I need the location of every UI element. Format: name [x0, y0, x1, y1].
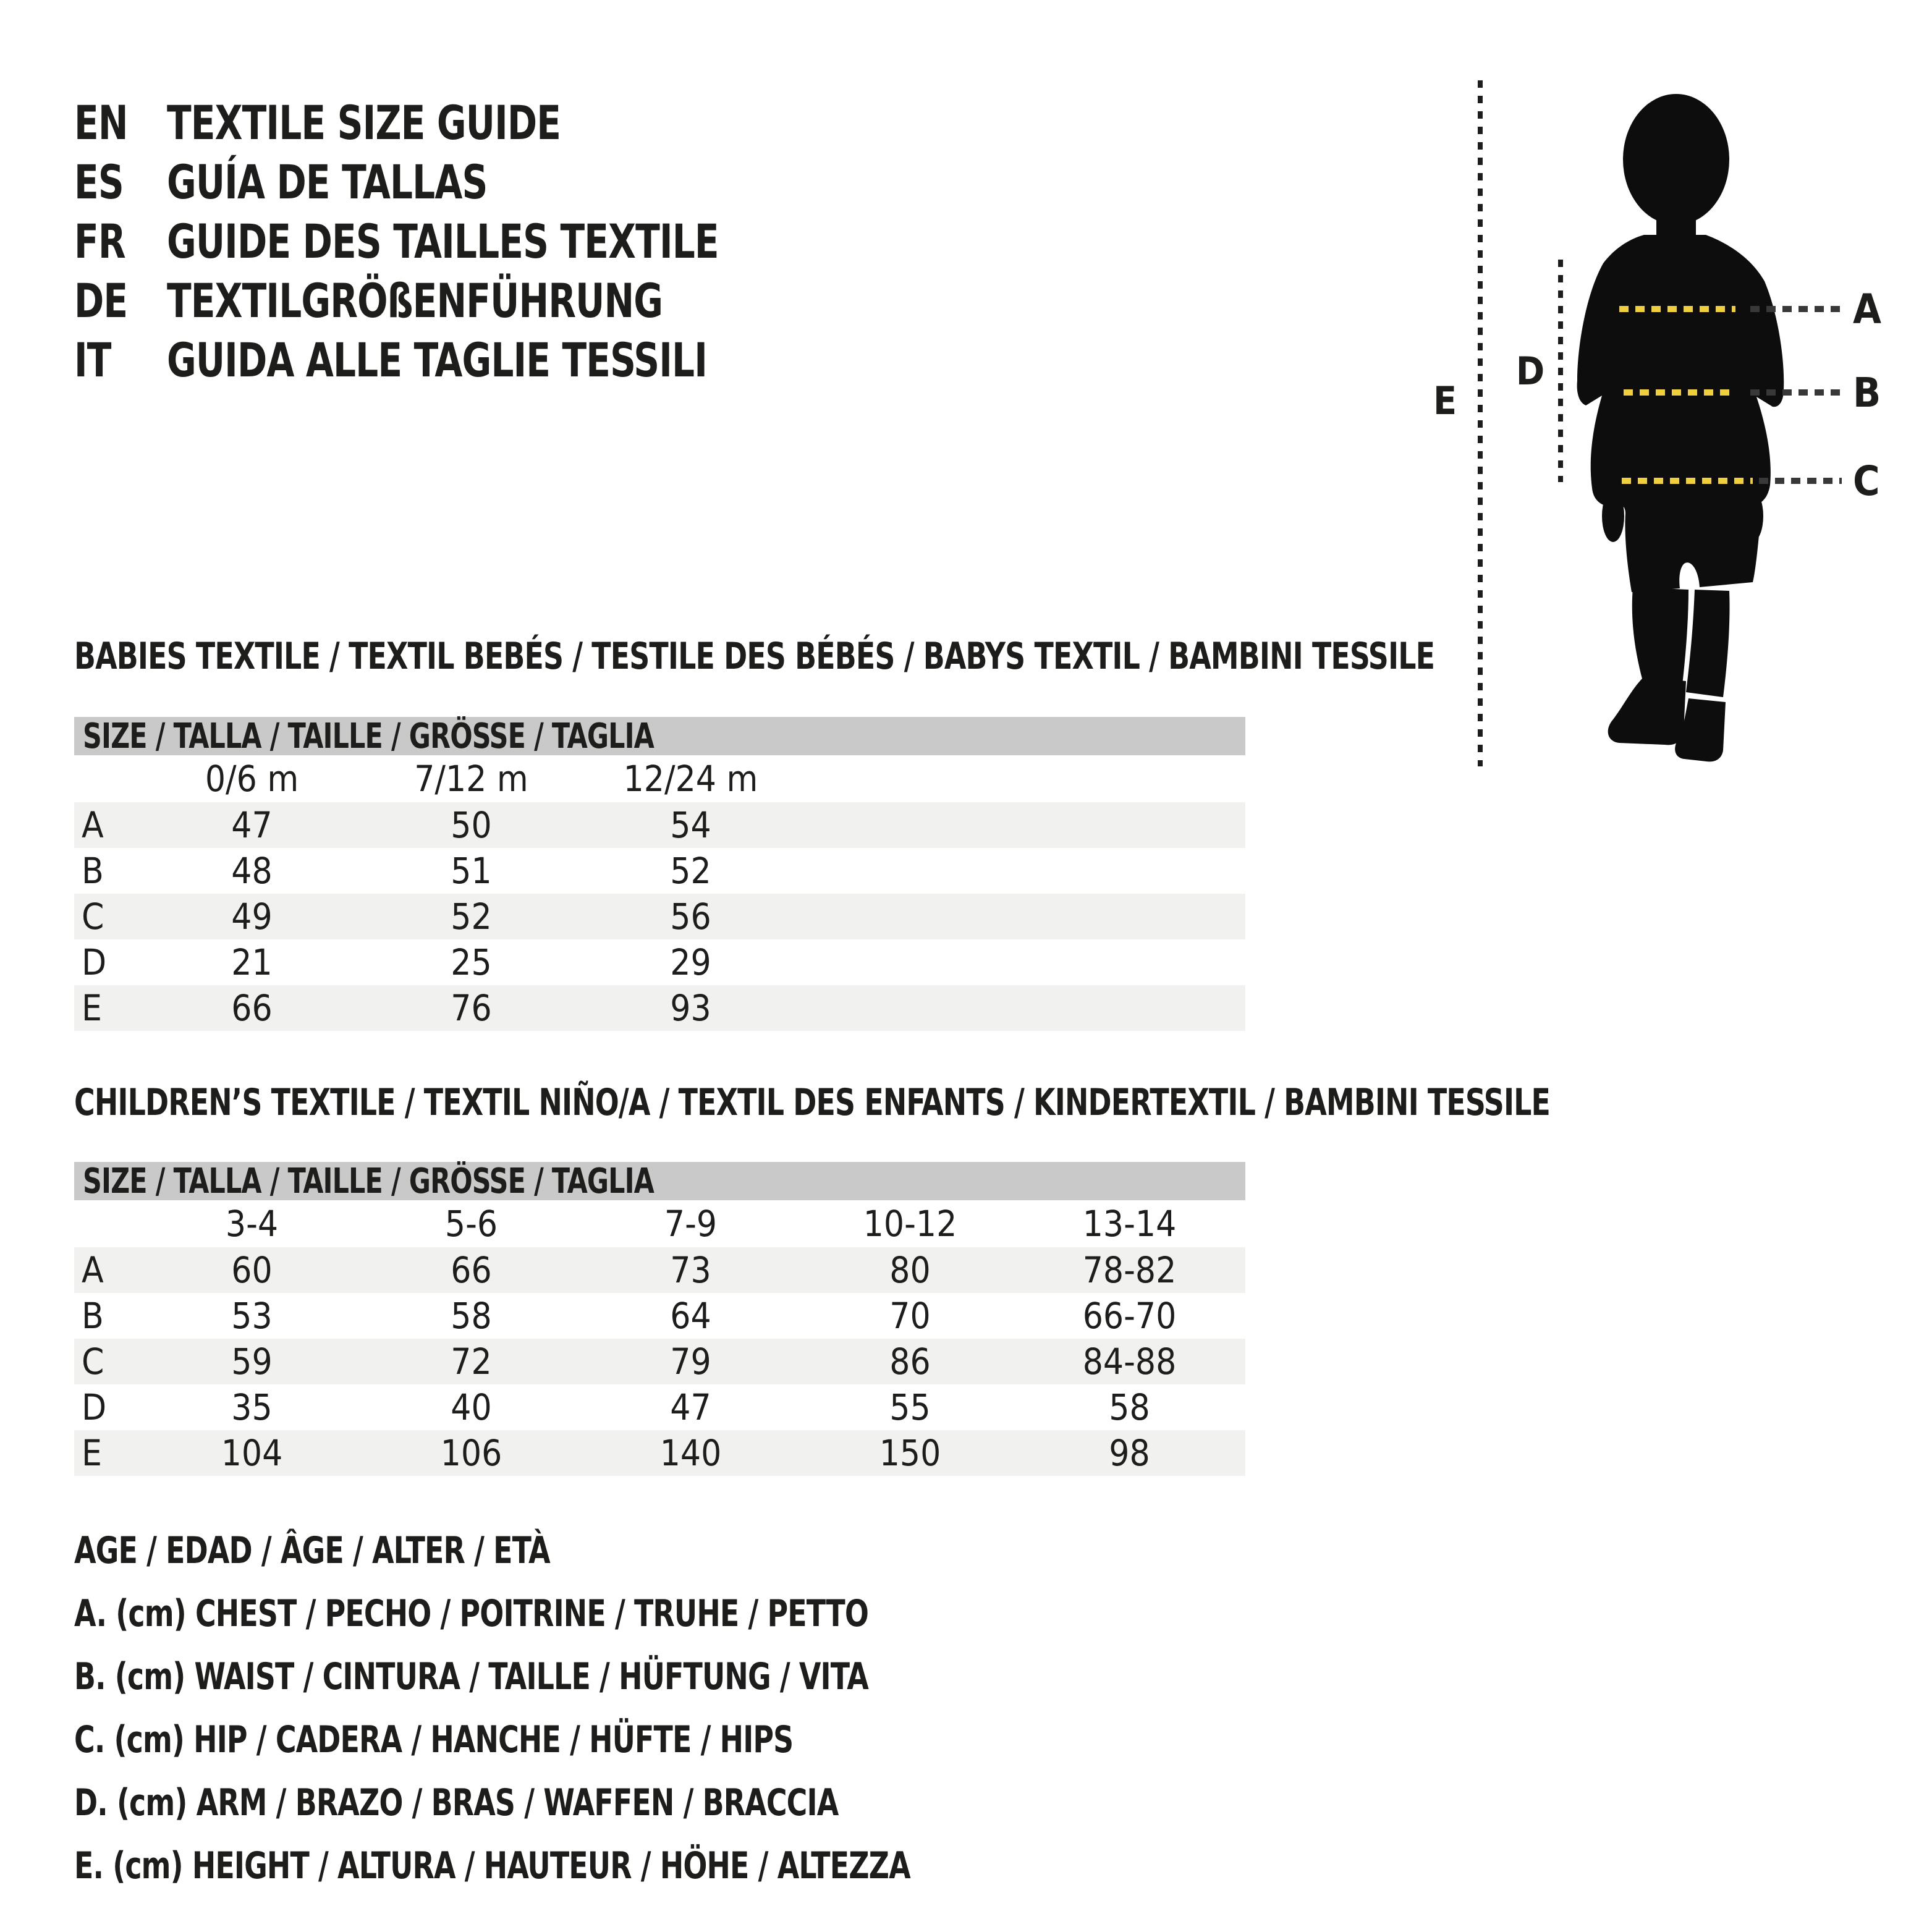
table-row	[74, 1430, 1245, 1476]
cell: 40	[451, 1386, 492, 1428]
cell: 55	[889, 1386, 931, 1428]
babies-section-heading	[74, 637, 1675, 676]
legend-arm-text: D. (cm) ARM / BRAZO / BRAS / WAFFEN / BRACCIA	[74, 1781, 839, 1824]
row-label: C	[82, 1341, 104, 1383]
label-d: D	[1515, 349, 1545, 394]
cell: 76	[451, 987, 492, 1029]
title-row-de	[74, 271, 816, 330]
column-header: 0/6 m	[205, 758, 299, 800]
cell: 56	[670, 896, 711, 938]
children-size-header-band	[74, 1162, 1245, 1200]
row-label: D	[82, 1386, 107, 1428]
language-code-de: DE	[74, 273, 128, 328]
table-row	[74, 939, 1245, 985]
silhouette-shorts	[1613, 502, 1760, 592]
cell: 60	[231, 1249, 273, 1291]
title-row-fr	[74, 211, 816, 271]
cell: 80	[889, 1249, 931, 1291]
row-label: A	[82, 804, 104, 846]
child-silhouette-diagram	[1409, 56, 1916, 791]
legend-height	[74, 1834, 1057, 1897]
guide-title-en: TEXTILE SIZE GUIDE	[167, 95, 561, 150]
cell: 66	[231, 987, 273, 1029]
cell: 58	[451, 1295, 492, 1337]
column-header: 5-6	[444, 1203, 498, 1245]
legend-age-text: AGE / EDAD / ÂGE / ALTER / ETÀ	[74, 1529, 550, 1572]
cell: 106	[440, 1432, 502, 1474]
cell: 98	[1109, 1432, 1150, 1474]
title-block	[74, 93, 816, 389]
children-section-heading-text: CHILDREN’S TEXTILE / TEXTIL NIÑO/A / TEXTIL DES ENFANTS / KINDERTEXTIL / BAMBINI TESSILE	[74, 1081, 1551, 1124]
label-e: E	[1433, 378, 1457, 423]
babies-column-header-row	[74, 755, 1245, 802]
row-label: E	[82, 987, 102, 1029]
label-a: A	[1853, 286, 1881, 333]
cell: 73	[670, 1249, 711, 1291]
table-row	[74, 1247, 1245, 1293]
title-row-it	[74, 330, 816, 389]
cell: 66	[451, 1249, 492, 1291]
cell: 35	[231, 1386, 273, 1428]
babies-section-heading-text: BABIES TEXTILE / TEXTIL BEBÉS / TESTILE DES BÉBÉS / BABYS TEXTIL / BAMBINI TESSILE	[74, 635, 1435, 678]
table-row	[74, 894, 1245, 939]
language-code-it: IT	[74, 332, 111, 388]
legend-hip-text: C. (cm) HIP / CADERA / HANCHE / HÜFTE / HIPS	[74, 1718, 794, 1761]
table-row	[74, 1384, 1245, 1430]
cell: 66-70	[1082, 1295, 1177, 1337]
row-label: B	[82, 850, 104, 892]
table-row	[74, 1339, 1245, 1384]
legend-height-text: E. (cm) HEIGHT / ALTURA / HAUTEUR / HÖHE / ALTEZZA	[74, 1844, 910, 1888]
measurement-figure	[1409, 56, 1916, 791]
cell: 59	[231, 1341, 273, 1383]
cell: 47	[670, 1386, 711, 1428]
cell: 140	[659, 1432, 722, 1474]
cell: 49	[231, 896, 273, 938]
cell: 50	[451, 804, 492, 846]
row-label: C	[82, 896, 104, 938]
cell: 51	[451, 850, 492, 892]
children-size-table	[74, 1162, 1245, 1476]
cell: 48	[231, 850, 273, 892]
babies-size-header-text: SIZE / TALLA / TAILLE / GRÖSSE / TAGLIA	[83, 716, 654, 756]
cell: 84-88	[1082, 1341, 1177, 1383]
column-header: 12/24 m	[623, 758, 758, 800]
cell: 78-82	[1082, 1249, 1177, 1291]
column-header: 13-14	[1082, 1203, 1177, 1245]
babies-size-table	[74, 717, 1245, 1031]
legend-waist	[74, 1645, 1057, 1708]
babies-size-header-band	[74, 717, 1245, 755]
silhouette-shirt	[1577, 235, 1784, 507]
legend-hip	[74, 1708, 1057, 1771]
row-label: E	[82, 1432, 102, 1474]
children-section-heading	[74, 1083, 1810, 1122]
row-label: D	[82, 941, 107, 983]
cell: 52	[670, 850, 711, 892]
cell: 86	[889, 1341, 931, 1383]
title-row-es	[74, 152, 816, 211]
legend-waist-text: B. (cm) WAIST / CINTURA / TAILLE / HÜFTUNG / VITA	[74, 1655, 868, 1698]
language-code-en: EN	[74, 95, 128, 150]
cell: 29	[670, 941, 711, 983]
guide-title-it: GUIDA ALLE TAGLIE TESSILI	[167, 332, 707, 388]
cell: 70	[889, 1295, 931, 1337]
legend-chest	[74, 1582, 1057, 1645]
cell: 54	[670, 804, 711, 846]
language-code-fr: FR	[74, 213, 125, 269]
measurement-legend	[74, 1519, 1057, 1897]
cell: 72	[451, 1341, 492, 1383]
cell: 64	[670, 1295, 711, 1337]
legend-age	[74, 1519, 1057, 1582]
guide-title-es: GUÍA DE TALLAS	[167, 154, 488, 210]
table-row	[74, 802, 1245, 848]
cell: 104	[221, 1432, 283, 1474]
column-header: 3-4	[225, 1203, 279, 1245]
silhouette-right-leg	[1686, 590, 1730, 697]
children-column-header-row	[74, 1200, 1245, 1247]
label-b: B	[1853, 369, 1881, 417]
cell: 79	[670, 1341, 711, 1383]
table-row	[74, 1293, 1245, 1339]
table-row	[74, 848, 1245, 894]
legend-arm	[74, 1771, 1057, 1834]
legend-chest-text: A. (cm) CHEST / PECHO / POITRINE / TRUHE / PETTO	[74, 1592, 869, 1635]
guide-title-fr: GUIDE DES TAILLES TEXTILE	[167, 213, 719, 269]
table-row	[74, 985, 1245, 1031]
language-code-es: ES	[74, 154, 124, 210]
cell: 58	[1109, 1386, 1150, 1428]
cell: 47	[231, 804, 273, 846]
column-header: 7-9	[664, 1203, 718, 1245]
cell: 150	[879, 1432, 941, 1474]
title-row-en	[74, 93, 816, 152]
column-header: 10-12	[863, 1203, 957, 1245]
cell: 53	[231, 1295, 273, 1337]
silhouette-left-hand	[1602, 490, 1624, 542]
children-size-header-text: SIZE / TALLA / TAILLE / GRÖSSE / TAGLIA	[83, 1161, 654, 1201]
row-label: B	[82, 1295, 104, 1337]
row-label: A	[82, 1249, 104, 1291]
cell: 52	[451, 896, 492, 938]
label-c: C	[1853, 457, 1880, 505]
guide-title-de: TEXTILGRÖßENFÜHRUNG	[167, 273, 663, 328]
column-header: 7/12 m	[414, 758, 528, 800]
cell: 21	[231, 941, 273, 983]
cell: 93	[670, 987, 711, 1029]
silhouette-left-shoe	[1608, 677, 1686, 745]
cell: 25	[451, 941, 492, 983]
